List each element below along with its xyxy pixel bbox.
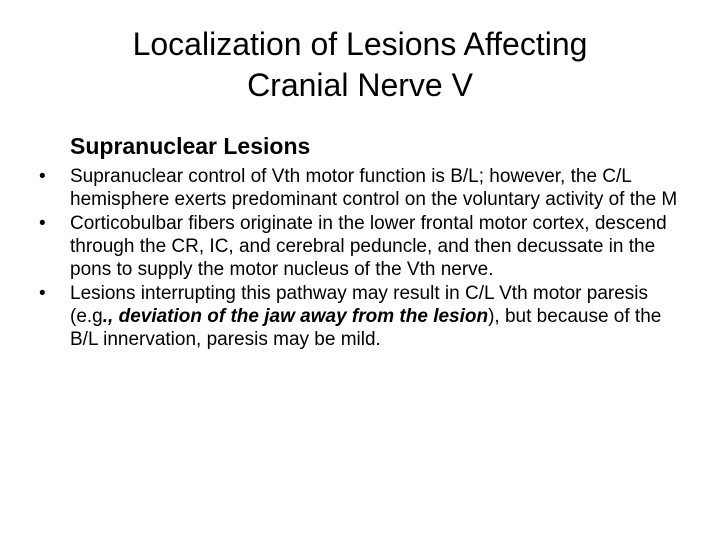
slide-title-line-1: Localization of Lesions Affecting xyxy=(132,26,588,62)
bullet-item-3 xyxy=(36,282,691,351)
slide-title-line-2: Cranial Nerve V xyxy=(247,67,473,103)
bullet-text-emphasis: ., deviation of the jaw away from the lesion xyxy=(102,306,489,327)
bullet-text-start: Lesions interrupting this pathway may result in C/L Vth motor paresis (e.g xyxy=(70,283,649,327)
bullet-item-2 xyxy=(36,212,691,281)
section-heading: Supranuclear Lesions xyxy=(70,133,311,159)
bullet-text: Supranuclear control of Vth motor function is B/L; however, the C/L hemisphere exerts predominant control on the voluntary activity of the M xyxy=(70,166,678,210)
bullet-item-1 xyxy=(36,165,691,211)
bullet-marker: • xyxy=(39,283,46,304)
bullet-text-end: ), but because of the B/L innervation, paresis may be mild. xyxy=(70,306,662,350)
bullet-list xyxy=(36,165,691,352)
bullet-marker: • xyxy=(39,213,46,234)
slide-title xyxy=(36,24,684,106)
bullet-marker: • xyxy=(39,166,46,187)
bullet-text xyxy=(70,283,661,350)
bullet-text: Corticobulbar fibers originate in the lower frontal motor cortex, descend through the CR, IC, and cerebral peduncle, and then decussate in the pons to supply the motor nucleus of the Vth nerve. xyxy=(70,213,667,280)
